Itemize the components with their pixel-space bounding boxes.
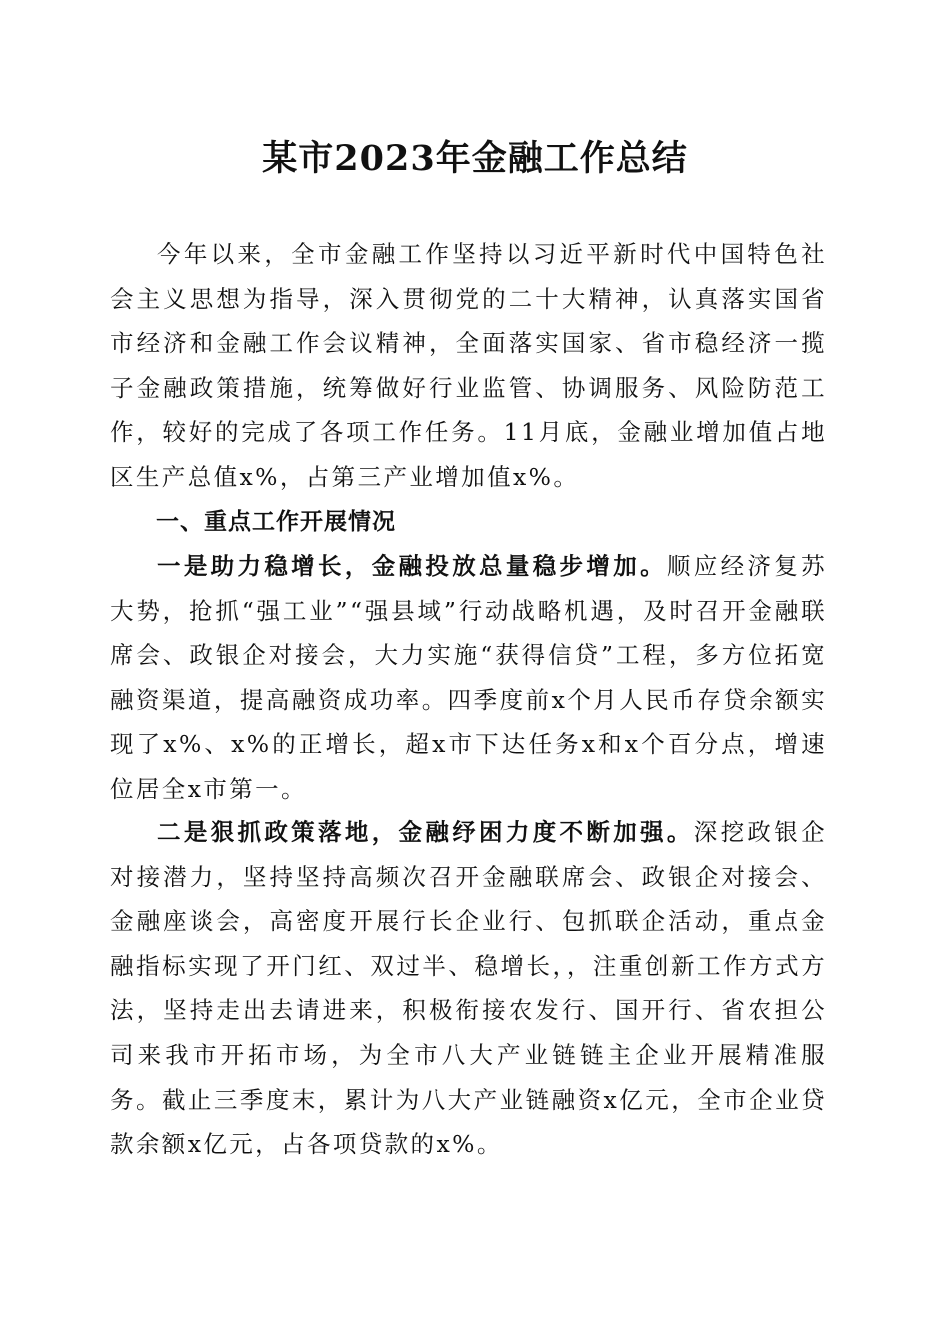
- intro-paragraph: 今年以来，全市金融工作坚持以习近平新时代中国特色社会主义思想为指导，深入贯彻党的二十大精神，认真落实国省市经济和金融工作会议精神，全面落实国家、省市稳经济一揽子金融政策措施，统筹做好行业监管、协调服务、风险防范工作，较好的完成了各项工作任务。11月底，金融业增加值占地区生产总值x%，占第三产业增加值x%。: [110, 240, 827, 491]
- item-1-body: 顺应经济复苏大势，抢抓“强工业”“强县域”行动战略机遇，及时召开金融联席会、政银企对接会，大力实施“获得信贷”工程，多方位拓宽融资渠道，提高融资成功率。四季度前x个月人民币存贷余额实现了x%、x%的正增长，超x市下达任务x和x个百分点，增速位居全x市第一。: [110, 552, 827, 803]
- item-2-paragraph: [110, 810, 827, 1167]
- document-title: 某市2023年金融工作总结: [262, 138, 688, 179]
- item-1-paragraph: [110, 544, 827, 812]
- item-2-lead: 二是狠抓政策落地，金融纾困力度不断加强。: [157, 818, 694, 846]
- section-heading: 一、重点工作开展情况: [156, 509, 396, 535]
- item-2-body: 深挖政银企对接潜力，坚持坚持高频次召开金融联席会、政银企对接会、金融座谈会，高密度开展行长企业行、包抓联企活动，重点金融指标实现了开门红、双过半、稳增长，，注重创新工作方式方法，坚持走出去请进来，积极衔接农发行、国开行、省农担公司来我市开拓市场，为全市八大产业链链主企业开展精准服务。截止三季度末，累计为八大产业链融资x亿元，全市企业贷款余额x亿元，占各项贷款的x%。: [110, 818, 827, 1159]
- item-1-lead: 一是助力稳增长，金融投放总量稳步增加。: [157, 552, 667, 580]
